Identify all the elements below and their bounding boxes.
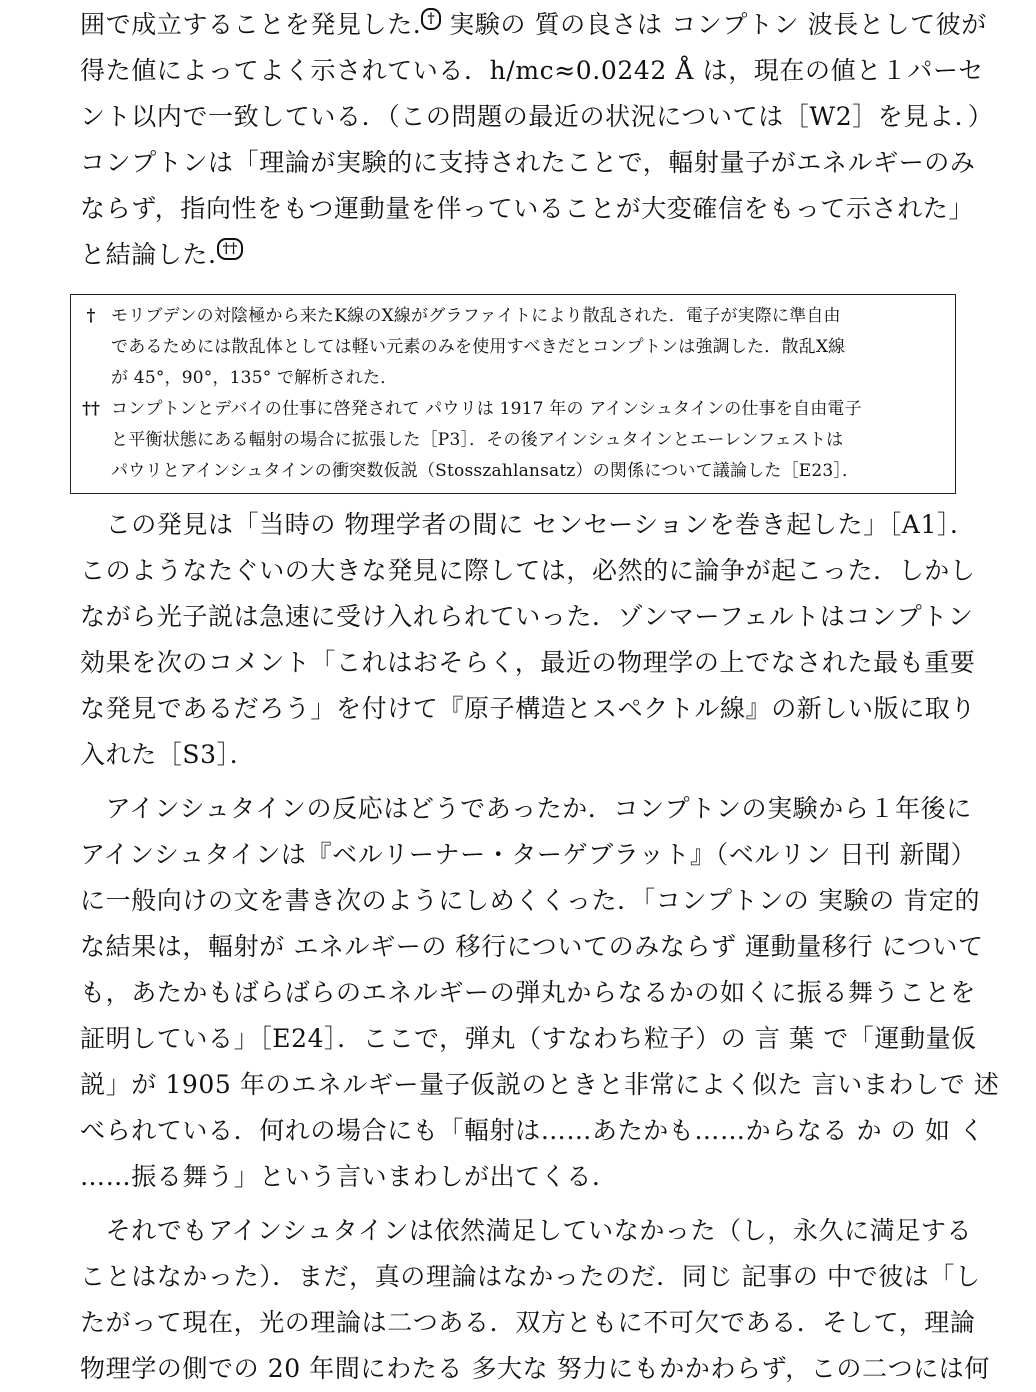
- text-line: 囲で成立することを発見した. † 実験の 質の良さは コンプトン 波長として彼が: [80, 10, 987, 39]
- text-line: コンプトンは「理論が実験的に支持されたことで，輻射量子がエネルギーのみ: [80, 148, 976, 177]
- text-line: に一般向けの文を書き次のようにしめくくった．「コンプトンの 実験の 肯定的: [80, 886, 981, 915]
- text-line: な発見であるだろう」を付けて『原子構造とスペクトル線』の新しい版に取り: [80, 694, 977, 723]
- text-line: ント以内で一致している．（この問題の最近の状況については［W2］を見よ．）: [80, 102, 994, 131]
- paragraph-two-theories: [80, 1208, 991, 1392]
- text-line: べられている．何れの場合にも「輻射は……あたかも……からなる か の 如 く: [80, 1116, 985, 1145]
- text-line: な結果は，輻射が エネルギーの 移行についてのみならず 運動量移行 について: [80, 932, 984, 961]
- footnote-mark: †: [86, 306, 96, 326]
- document-page: [80, 2, 1000, 1392]
- text-line: 得た値によってよく示されている．h/mc≈0.0242 Å は，現在の値と１パーセ: [80, 56, 984, 85]
- text-line: ことはなかった）．まだ，真の理論はなかったのだ．同じ 記事の 中で彼は「し: [80, 1262, 981, 1291]
- text-line: このようなたぐいの大きな発見に際しては，必然的に論争が起こった．しかし: [80, 556, 976, 585]
- text-line: それでもアインシュタインは依然満足していなかった（し，永久に満足する: [80, 1216, 973, 1245]
- footnote-mark: ††: [82, 399, 100, 419]
- footnote-line: モリブデンの対陰極から来たK線のX線がグラファイトにより散乱された．電子が実際に準自由: [111, 306, 841, 326]
- paragraph-sensation: [80, 502, 977, 778]
- text-line: この発見は「当時の 物理学者の間に センセーションを巻き起した」［A1］．: [80, 510, 976, 539]
- text-line: も，あたかもばらばらのエネルギーの弾丸からなるかの如くに振る舞うことを: [80, 978, 977, 1007]
- text-line: たがって現在，光の理論は二つある．双方ともに不可欠である．そして，理論: [80, 1308, 976, 1337]
- paragraph-einstein-reaction: [80, 786, 1000, 1200]
- text-line: ……振る舞う」という言いまわしが出てくる．: [80, 1162, 618, 1191]
- text-line: 効果を次のコメント「これはおそらく，最近の物理学の上でなされた最も重要: [80, 648, 976, 677]
- text-line: 証明している」［E24］．ここで，弾丸（すなわち粒子）の 言 葉 で「運動量仮: [80, 1024, 977, 1053]
- text-line: 入れた［S3］．: [80, 740, 256, 769]
- footnote-line: パウリとアインシュタインの衝突数仮説（Stosszahlansatz）の関係について議論した［E23］．: [111, 461, 860, 481]
- text-line: と結論した. ††: [80, 232, 956, 278]
- text-line: ならず，指向性をもつ運動量を伴っていることが大変確信をもって示された」: [80, 194, 975, 223]
- footnote-double-dagger: [71, 394, 947, 487]
- text-line: ながら光子説は急速に受け入れられていった．ゾンマーフェルトはコンプトン: [80, 602, 974, 631]
- footnote-box: [70, 294, 956, 494]
- text-line: 物理学の側での 20 年間にわたる 多大な 努力にもかかわらず，この二つには何: [80, 1354, 991, 1383]
- text-line: 説」が 1905 年のエネルギー量子仮説のときと非常によく似た 言いまわしで 述: [80, 1070, 1000, 1099]
- footnote-line: が 45°，90°，135° で解析された．: [111, 368, 398, 388]
- text-line: アインシュタインの反応はどうであったか．コンプトンの実験から１年後に: [80, 794, 972, 823]
- footnote-line: と平衡状態にある輻射の場合に拡張した［P3］．その後アインシュタインとエーレンフェストは: [111, 430, 844, 450]
- footnote-dagger: [71, 301, 947, 394]
- footnote-line: であるためには散乱体としては軽い元素のみを使用すべきだとコンプトンは強調した．散乱X線: [111, 337, 846, 357]
- footnote-ref-dagger[interactable]: †: [421, 8, 440, 30]
- paragraph-compton-result: [80, 2, 994, 278]
- text-line: アインシュタインは『ベルリーナー・ターゲブラット』（ベルリン 日刊 新聞）: [80, 840, 977, 869]
- footnote-line: コンプトンとデバイの仕事に啓発されて パウリは 1917 年の アインシュタインの仕事を自由電子: [111, 399, 862, 419]
- footnote-ref-double-dagger[interactable]: ††: [217, 238, 244, 260]
